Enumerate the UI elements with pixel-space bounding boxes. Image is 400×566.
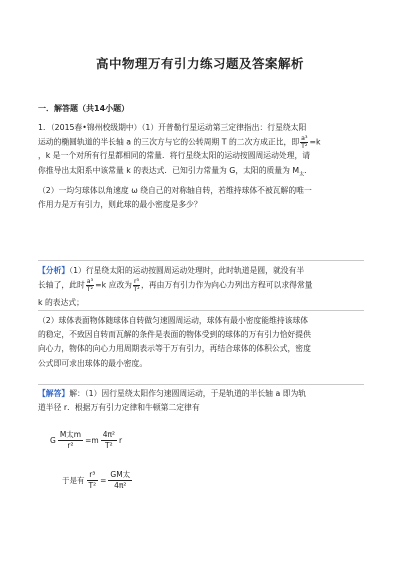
question-line: （2）一均匀球体以角速度 ω 绕自己的对称轴自转，若维持球体不被瓦解的唯一 xyxy=(38,185,312,195)
divider xyxy=(38,260,364,261)
fraction-a3-t2: $\frac{\text{a³}}{\text{T²}}$ xyxy=(301,135,308,151)
fraction-4pi2-t2: $\frac{\text{4π²}}{\text{T²}}$ xyxy=(102,430,115,450)
analysis-line: 向心力，物体的向心力用周期表示等于万有引力，再结合球体的体积公式，密度 xyxy=(38,344,311,354)
divider xyxy=(38,310,364,311)
analysis-line: 【分析】（1）行星绕太阳的运动按圆周运动处理时，此时轨道是圆，就没有半 xyxy=(38,266,305,275)
question-line: 作用力是万有引力，则此球的最小密度是多少？ xyxy=(38,199,202,209)
question-line: 你推导出太阳系中该常量 k 的表达式．已知引力常量为 G，太阳的质量为 $M_太$． xyxy=(38,165,312,178)
analysis-part-2 xyxy=(38,314,364,371)
analysis-line: k 的表达式； xyxy=(38,298,84,308)
analysis-tag: 【分析】 xyxy=(38,266,70,275)
analysis-line: 的稳定，不致因自转而瓦解的条件是表面的物体受到的球体的万有引力恰好提供 xyxy=(38,330,311,340)
answer-block xyxy=(38,387,364,415)
analysis-line: 公式即可求出球体的最小密度。 xyxy=(38,358,148,368)
analysis-block xyxy=(38,264,364,310)
answer-line: 【解答】解：（1）因行星绕太阳作匀速圆周运动，于是轨道的半长轴 a 即为轨 xyxy=(38,389,307,398)
analysis-line: 长轴了，此时 $\frac{\text{a³}}{\text{T²}}$ =k 应改为 $\frac{\text{r³}}{\text{T²}}$ ，再由万有引力作为向心力列出方程可以求得常量 xyxy=(38,278,313,294)
fraction-gm-4pi2: $\frac{\text{GM太}}{\text{4π²}}$ xyxy=(110,470,131,490)
section-heading: 一．解答题（共14小题） xyxy=(38,104,130,113)
question-line: ，k 是一个对所有行星都相同的常量．将行星绕太阳的运动按圆周运动处理，请 xyxy=(38,151,311,161)
answer-tag: 【解答】 xyxy=(38,389,70,398)
equation-gravity: G $\frac{\text{M太m}}{\text{r²}}$ =m $\frac{\text{4π²}}{\text{T²}}$ r xyxy=(50,430,123,450)
fraction-r3-t2: $\frac{\text{r³}}{\text{T²}}$ xyxy=(133,278,140,294)
fraction-r3-t2: $\frac{\text{r³}}{\text{T²}}$ xyxy=(88,470,97,490)
fraction-a3-t2: $\frac{\text{a³}}{\text{T²}}$ xyxy=(86,278,94,294)
equation-result: 于是有 $\frac{\text{r³}}{\text{T²}}$ = $\frac{\text{GM太}}{\text{4π²}}$ xyxy=(62,470,131,490)
question-line: 运动的椭圆轨道的半长轴 a 的三次方与它的公转周期 T 的二次方成正比，即 $\frac{\text{a³}}{\text{T²}}$ =k xyxy=(38,135,321,151)
question-1 xyxy=(38,121,364,212)
question-line: 1．（2015春•锦州校级期中）（1）开普勒行星运动第三定律指出：行星绕太阳 xyxy=(38,123,307,132)
answer-line: 道半径 r．根据万有引力定律和牛顿第二定律有 xyxy=(38,403,200,413)
analysis-line: （2）球体表面物体随球体自转做匀速圆周运动，球体有最小密度能维持该球体 xyxy=(38,316,309,325)
divider xyxy=(38,384,364,385)
document-title: 高中物理万有引力练习题及答案解析 xyxy=(95,56,304,71)
fraction-mm-r2: $\frac{\text{M太m}}{\text{r²}}$ xyxy=(59,430,82,450)
